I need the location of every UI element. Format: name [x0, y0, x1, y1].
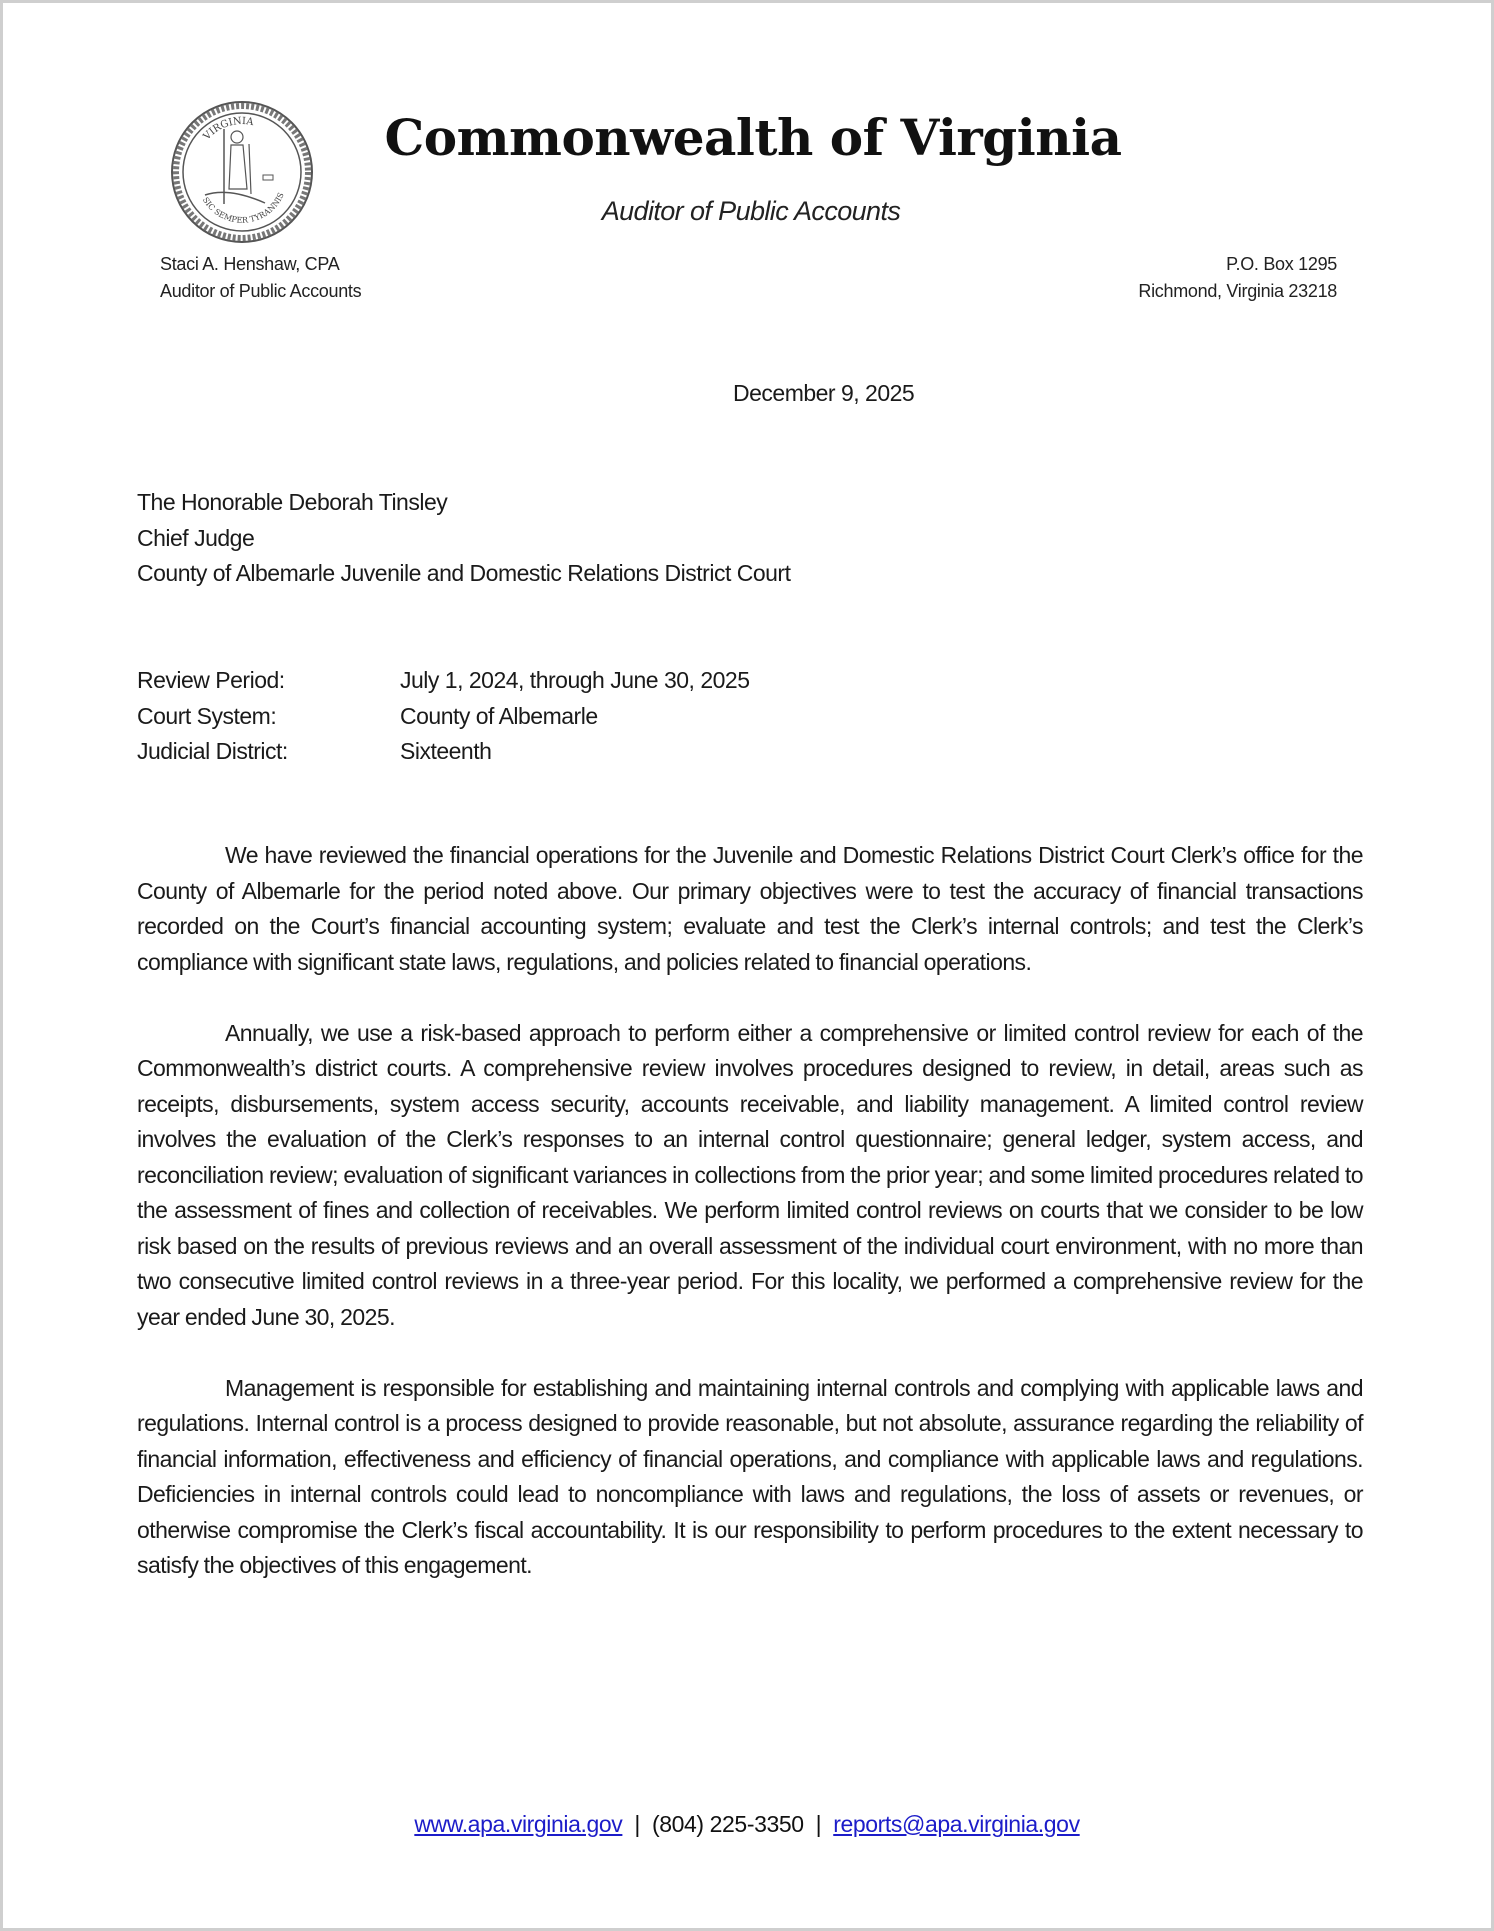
- addressee-title: Chief Judge: [137, 524, 255, 551]
- footer-separator: |: [634, 1811, 640, 1837]
- mailing-address: [1138, 251, 1337, 305]
- auditor-info: [160, 251, 361, 305]
- review-row: [137, 663, 750, 699]
- svg-text:VIRGINIA: VIRGINIA: [201, 115, 255, 143]
- review-info: [137, 663, 750, 770]
- addressee-court: County of Albemarle Juvenile and Domestic Relations District Court: [137, 560, 791, 586]
- letterhead-subtitle: Auditor of Public Accounts: [601, 196, 901, 226]
- review-label: Judicial District:: [137, 738, 288, 764]
- review-row: [137, 699, 750, 735]
- review-value: July 1, 2024, through June 30, 2025: [400, 667, 750, 693]
- auditor-role: Auditor of Public Accounts: [160, 281, 362, 301]
- body-paragraph: Annually, we use a risk-based approach to perform either a comprehensive or limited control review for each of the Commonwealth’s district courts. A comprehensive review involves procedures designed to review, in detail, areas such as receipts, disbursements, system access security, accounts receivable, and liability management. A limited control review involves the evaluation of the Clerk’s responses to an internal control questionnaire; general ledger, system access, and reconciliation review; evaluation of significant variances in collections from the prior year; and some limited procedures related to the assessment of fines and collection of receivables. We perform limited control reviews on courts that we consider to be low risk based on the results of previous reviews and an overall assessment of the individual court environment, with no more than two consecutive limited control reviews in a three-year period. For this locality, we performed a comprehensive review for the year ended June 30, 2025.: [137, 1019, 1363, 1330]
- letter-date: December 9, 2025: [733, 380, 915, 406]
- review-label: Court System:: [137, 702, 277, 729]
- footer-contact: [3, 1809, 1491, 1839]
- address-line-2: Richmond, Virginia 23218: [1138, 281, 1337, 301]
- letterhead-title: Commonwealth of Virginia: [384, 108, 1122, 167]
- review-value: County of Albemarle: [400, 702, 598, 729]
- email-link[interactable]: reports@apa.virginia.gov: [833, 1811, 1080, 1837]
- body-paragraph: Management is responsible for establishing and maintaining internal controls and complying with applicable laws and regulations. Internal control is a process designed to provide reasonable, but not absolute, assurance regarding the reliability of financial information, effectiveness and efficiency of financial operations, and compliance with applicable laws and regulations. Deficiencies in internal controls could lead to noncompliance with laws and regulations, the loss of assets or revenues, or otherwise compromise the Clerk’s fiscal accountability. It is our responsibility to perform procedures to the extent necessary to satisfy the objectives of this engagement.: [137, 1374, 1363, 1578]
- phone-number: (804) 225-3350: [651, 1811, 804, 1837]
- addressee-name: The Honorable Deborah Tinsley: [137, 489, 448, 515]
- review-row: [137, 734, 750, 770]
- address-line-1: P.O. Box 1295: [1226, 254, 1337, 274]
- body-paragraph: We have reviewed the financial operations for the Juvenile and Domestic Relations District Court Clerk’s office for the County of Albemarle for the period noted above. Our primary objectives were to test the accuracy of financial transactions recorded on the Court’s financial accounting system; evaluate and test the Clerk’s internal controls; and test the Clerk’s compliance with significant state laws, regulations, and policies related to financial operations.: [137, 842, 1363, 975]
- review-value: Sixteenth: [400, 738, 492, 764]
- virginia-state-seal-icon: [169, 99, 315, 245]
- auditor-name: Staci A. Henshaw, CPA: [160, 254, 340, 274]
- website-link[interactable]: www.apa.virginia.gov: [414, 1811, 623, 1837]
- svg-text:SIC SEMPER TYRANNIS: SIC SEMPER TYRANNIS: [200, 191, 286, 225]
- letter-body: [137, 838, 1363, 1619]
- addressee-block: [137, 485, 790, 592]
- footer-separator: |: [815, 1811, 822, 1837]
- review-label: Review Period:: [137, 667, 285, 693]
